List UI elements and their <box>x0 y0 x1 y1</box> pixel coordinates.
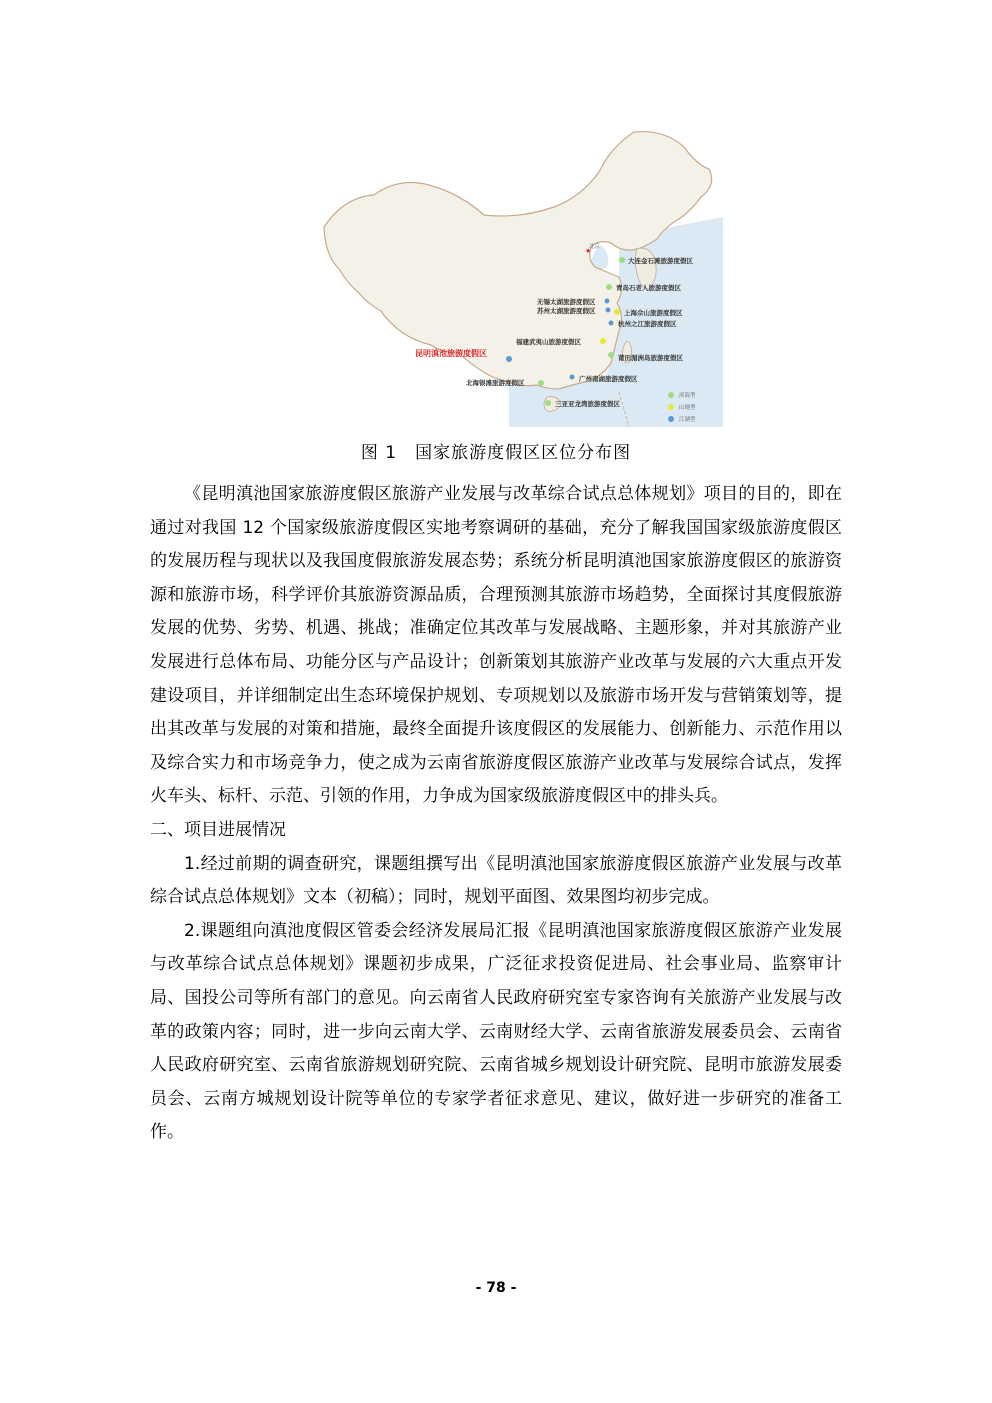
resort-label-putian: 莆田湄洲岛旅游度假区 <box>618 354 683 362</box>
map-legend <box>668 391 696 423</box>
section-heading: 二、项目进展情况 <box>150 819 286 840</box>
marker-guangzhou <box>570 375 575 380</box>
resort-label-wuyishan: 福建武夷山旅游度假区 <box>516 338 581 346</box>
resort-label-dalian: 大连金石滩旅游度假区 <box>628 257 693 265</box>
resort-label-wuxi: 无锡太湖旅游度假区 <box>537 298 596 306</box>
marker-dalian <box>619 257 625 263</box>
marker-wuxi <box>605 299 610 304</box>
page-number: - 78 - <box>475 1280 517 1296</box>
capital-star: ★ <box>585 247 592 255</box>
resort-location-map <box>319 127 723 427</box>
legend-lake: 江湖型 <box>679 417 696 423</box>
marker-beihai <box>538 380 544 386</box>
resort-label-sanya: 三亚亚龙湾旅游度假区 <box>555 400 620 408</box>
resort-label-guangzhou: 广州南湖旅游度假区 <box>579 375 638 383</box>
capital-label: 北京 <box>589 244 601 250</box>
legend-mountain: 山地型 <box>679 405 696 411</box>
resort-label-kunming: 昆明滇池旅游度假区 <box>415 349 487 358</box>
marker-suzhou <box>606 308 611 313</box>
marker-sanya <box>545 400 551 406</box>
marker-qingdao <box>606 284 612 290</box>
resort-label-beihai: 北海银滩旅游度假区 <box>466 379 525 387</box>
progress-item-1: 1.经过前期的调查研究，课题组撰写出《昆明滇池国家旅游度假区旅游产业发展与改革综合试点总体规划》文本（初稿）；同时，规划平面图、效果图均初步完成。 <box>150 853 842 908</box>
legend-coastal: 滨海型 <box>679 393 696 399</box>
resort-label-suzhou: 苏州太湖旅游度假区 <box>537 307 596 315</box>
resort-label-shanghai: 上海佘山旅游度假区 <box>624 309 683 317</box>
marker-putian <box>608 352 614 358</box>
body-text <box>150 478 842 1150</box>
marker-hangzhou <box>609 321 614 326</box>
marker-kunming <box>506 356 512 362</box>
resort-label-hangzhou: 杭州之江旅游度假区 <box>618 320 677 328</box>
intro-paragraph: 《昆明滇池国家旅游度假区旅游产业发展与改革综合试点总体规划》项目的目的，即在通过对我国 12 个国家级旅游度假区实地考察调研的基础，充分了解我国国家级旅游度假区的发展历程与现状以及我国度假旅游发展态势；系统分析昆明滇池国家旅游度假区的旅游资源和旅游市场，科学评价其旅游资源品质，合理预测其旅游市场趋势，全面探讨其度假旅游发展的优势、劣势、机遇、挑战；准确定位其改革与发展战略、主题形象，并对其旅游产业发展进行总体布局、功能分区与产品设计；创新策划其旅游产业改革与发展的六大重点开发建设项目，并详细制定出生态环境保护规划、专项规划以及旅游市场开发与营销策划等，提出其改革与发展的对策和措施，最终全面提升该度假区的发展能力、创新能力、示范作用以及综合实力和市场竞争力，使之成为云南省旅游度假区旅游产业改革与发展综合试点，发挥火车头、标杆、示范、引领的作用，力争成为国家级旅游度假区中的排头兵。 <box>150 484 842 807</box>
marker-shanghai <box>614 309 620 315</box>
progress-item-2: 2.课题组向滇池度假区管委会经济发展局汇报《昆明滇池国家旅游度假区旅游产业发展与改革综合试点总体规划》课题初步成果，广泛征求投资促进局、社会事业局、监察审计局、国投公司等所有部门的意见。向云南省人民政府研究室专家咨询有关旅游产业发展与改革的政策内容；同时，进一步向云南大学、云南财经大学、云南省旅游发展委员会、云南省人民政府研究室、云南省旅游规划研究院、云南省城乡规划设计研究院、昆明市旅游发展委员会、云南方城规划设计院等单位的专家学者征求意见、建议，做好进一步研究的准备工作。 <box>150 920 842 1143</box>
figure-caption: 图 1 国家旅游度假区区位分布图 <box>360 443 632 463</box>
resort-label-qingdao: 青岛石老人旅游度假区 <box>616 284 681 292</box>
marker-wuyishan <box>600 338 606 344</box>
